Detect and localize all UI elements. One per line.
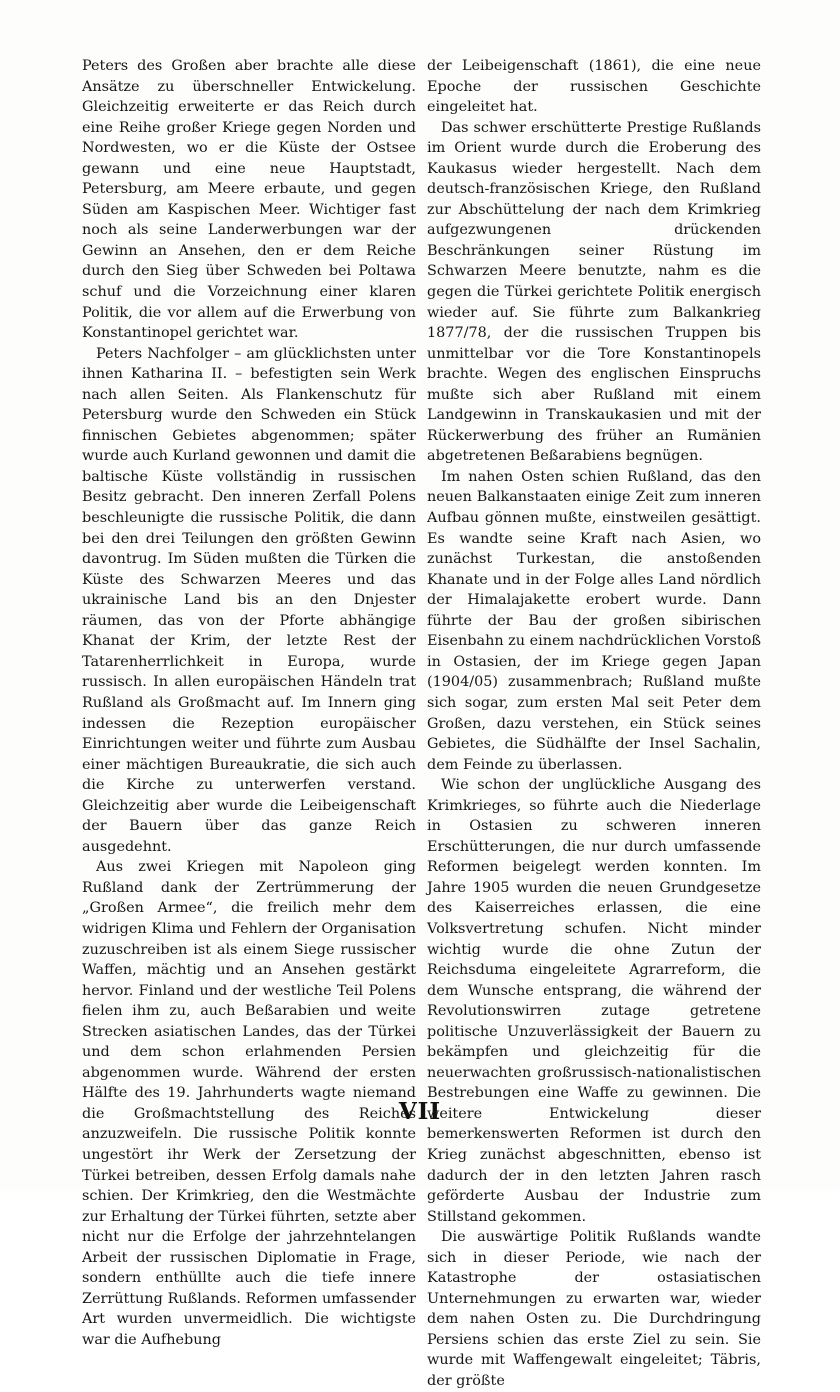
page-number: VII — [398, 1098, 442, 1125]
paragraph-foreign-policy-persia: Die auswärtige Politik Rußlands wandte sich in dieser Periode, wie nach der Katastrophe der ostasiatischen Unternehmungen zu erwarten war, wieder dem nahen Osten zu. Die Durchdringung Persiens schien das erste Ziel zu sein. Sie wurde mit Waffengewalt eingeleitet; Täbris, der größte — [427, 1229, 761, 1389]
paragraph-napoleonic-wars: Aus zwei Kriegen mit Napoleon ging Rußland dank der Zertrümmerung der „Großen Armee“, die freilich mehr dem widrigen Klima und Fehlern der Organisation zuzuschreiben ist als einem Siege russischer Waffen, mächtig und an Ansehen gestärkt hervor. Finland und der westliche Teil Polens fielen ihm zu, auch Beßarabien und weite Strecken asiatischen Landes, das der Türkei und dem schon erlahmenden Persien abgenommen wurde. Während der ersten Hälfte des 19. Jahrhunderts wagte niemand die Großmachtstellung des Reiches anzuzweifeln. Die russische Politik konnte ungestört ihr Werk der Zersetzung der Türkei betreiben, dessen Erfolg damals nahe schien. Der Krimkrieg, den die Westmächte zur Erhaltung der Türkei führten, setzte aber nicht nur die Erfolge der jahrzehntelangen Arbeit der russischen Diplomatie in Frage, sondern enthüllte auch die tiefe innere Zerrüttung Rußlands. Reformen umfassender Art wurden unvermeidlich. Die wichtigste war die Aufhebung — [82, 859, 416, 1348]
paragraph-peter-the-great: Peters des Großen aber brachte alle diese Ansätze zu überschneller Entwickelung. Gleichzeitig erweiterte er das Reich durch eine Reihe großer Kriege gegen Norden und Nordwesten, wo er die Küste der Ostsee gewann und eine neue Hauptstadt, Petersburg, am Meere erbaute, und gegen Süden am Kaspischen Meer. Wichtiger fast noch als seine Landerwerbungen war der Gewinn an Ansehen, den er dem Reiche durch den Sieg über Schweden bei Poltawa schuf und die Vorzeichnung einer klaren Politik, die vor allem auf die Erwerbung von Konstantinopel gerichtet war. — [82, 58, 416, 342]
paragraph-caucasus-balkans: Das schwer erschütterte Prestige Rußlands im Orient wurde durch die Eroberung des Kaukasus wieder hergestellt. Nach dem deutsch-französischen Kriege, den Rußland zur Abschüttelung der nach dem Krimkrieg aufgezwungenen drückenden Beschränkungen seiner Rüstung im Schwarzen Meere benutzte, nahm es die gegen die Türkei gerichtete Politik energisch wieder auf. Sie führte zum Balkankrieg 1877/78, der die russischen Truppen bis unmittelbar vor die Tore Konstantinopels brachte. Wegen des englischen Einspruchs mußte sich aber Rußland mit einem Landgewinn in Transkaukasien und mit der Rückerwerbung des früher an Rumänien abgetretenen Beßarabiens begnügen. — [427, 119, 761, 465]
paragraph-reforms-1905: Wie schon der unglückliche Ausgang des Krimkrieges, so führte auch die Niederlage in Ostasien zu schweren inneren Erschütterungen, die nur durch umfassende Reformen beigelegt werden konnten. Im Jahre 1905 wurden die neuen Grundgesetze des Kaiserreiches erlassen, die eine Volksvertretung schufen. Nicht minder wichtig wurde die ohne Zutun der Reichsduma eingeleitete Agrarreform, die dem Wunsche entsprang, die während der Revolutionswirren zutage getretene politische Unzuverlässigkeit der Bauern zu bekämpfen und gleichzeitig für die neuerwachten großrussisch-nationalistischen Bestrebungen eine Waffe zu gewinnen. Die weitere Entwickelung dieser bemerkenswerten Reformen ist durch den Krieg zunächst abgeschnitten, ebenso ist dadurch der in den letzten Jahren rasch geförderte Ausbau der Industrie zum Stillstand gekommen. — [427, 777, 761, 1225]
right-column — [427, 56, 761, 1392]
paragraph-asia-japan: Im nahen Osten schien Rußland, das den neuen Balkanstaaten einige Zeit zum inneren Aufbau gönnen mußte, einstweilen gesättigt. Es wandte seine Kraft nach Asien, wo zunächst Turkestan, die anstoßenden Khanate und in der Folge alles Land nördlich der Himalajakette erobert wurde. Dann führte der Bau der großen sibirischen Eisenbahn zu einem nachdrücklichen Vorstoß in Ostasien, der im Kriege gegen Japan (1904/05) zusammenbrach; Rußland mußte sich sogar, zum ersten Mal seit Peter dem Großen, dazu verstehen, ein Stück seines Gebietes, die Südhälfte der Insel Sachalin, dem Feinde zu überlassen. — [427, 468, 761, 773]
paragraph-serfdom-abolition: der Leibeigenschaft (1861), die eine neue Epoche der russischen Geschichte eingeleitet hat. — [427, 58, 761, 116]
left-column — [82, 56, 416, 1350]
paragraph-peters-successors: Peters Nachfolger – am glücklichsten unter ihnen Katharina II. – befestigten sein Werk nach allen Seiten. Als Flankenschutz für Petersburg wurde den Schweden ein Stück finnischen Gebietes abgenommen; später wurde auch Kurland gewonnen und damit die baltische Küste vollständig in russischen Besitz gebracht. Den inneren Zerfall Polens beschleunigte die russische Politik, die dann bei den drei Teilungen den größten Gewinn davontrug. Im Süden mußten die Türken die Küste des Schwarzen Meeres und das ukrainische Land bis an den Dnjester räumen, das von der Pforte abhängige Khanat der Krim, der letzte Rest der Tatarenherrlichkeit in Europa, wurde russisch. In allen europäischen Händeln trat Rußland als Großmacht auf. Im Innern ging indessen die Rezeption europäischer Einrichtungen weiter und führte zum Ausbau einer mächtigen Bureaukratie, die sich auch die Kirche zu unterwerfen verstand. Gleichzeitig aber wurde die Leibeigenschaft der Bauern über das ganze Reich ausgedehnt. — [82, 345, 416, 855]
